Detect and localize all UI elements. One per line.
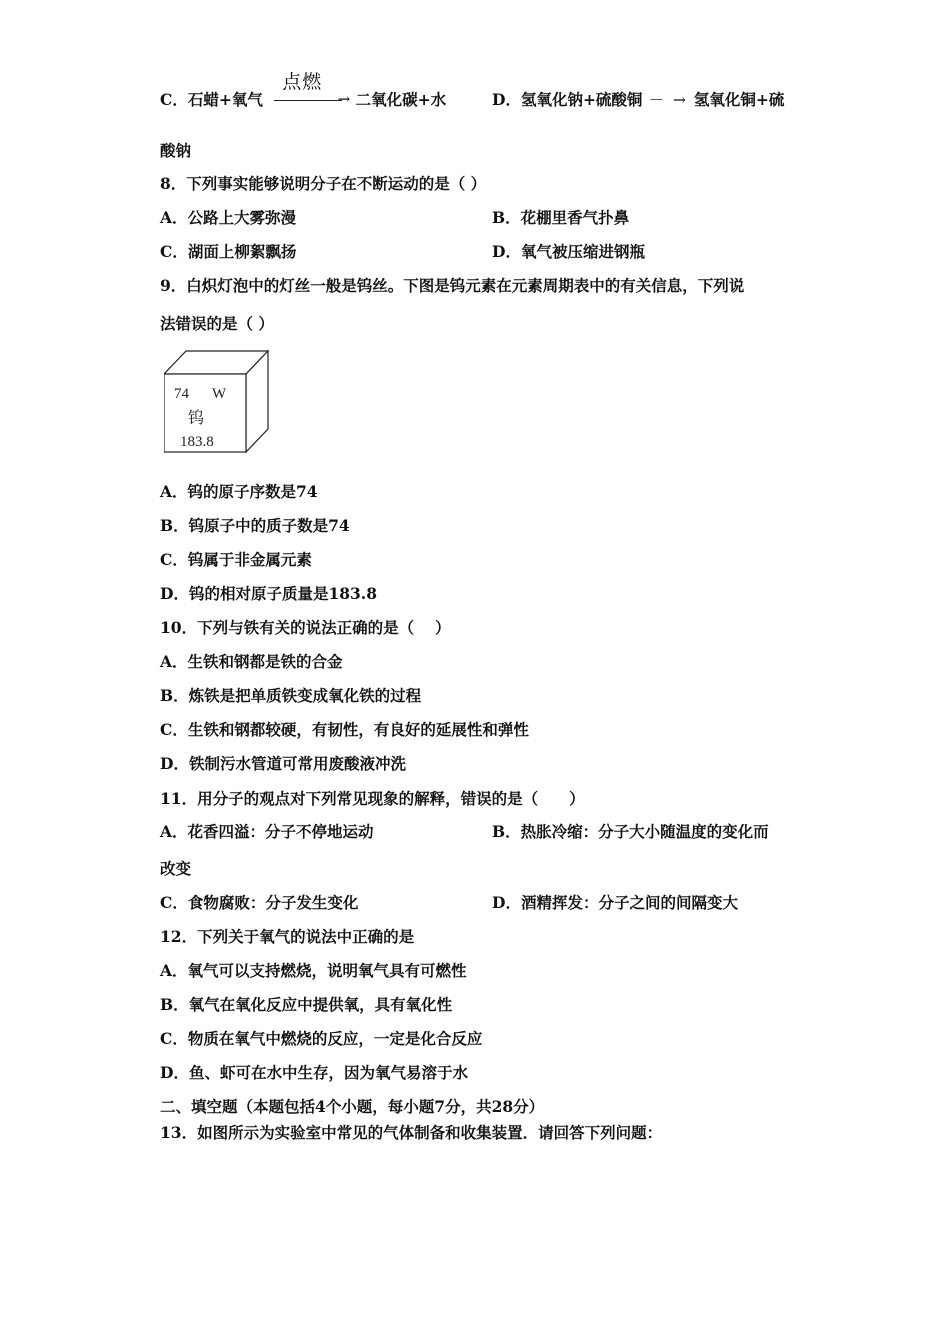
q7-option-d-products: 氢氧化铜+硫 (693, 90, 785, 109)
q9-option-a: A．钨的原子序数是74 (160, 482, 318, 501)
atomic-number: 74 (174, 386, 189, 402)
q12-option-b: B．氧气在氧化反应中提供氧，具有氧化性 (160, 995, 453, 1014)
q8-option-c: C．湖面上柳絮飘扬 (160, 242, 297, 261)
q8-stem: 8．下列事实能够说明分子在不断运动的是（ ） (160, 174, 487, 193)
q9-option-b: B．钨原子中的质子数是74 (160, 516, 350, 535)
q11-option-d: D．酒精挥发：分子之间的间隔变大 (492, 893, 738, 912)
q11-option-a: A．花香四溢：分子不停地运动 (160, 822, 374, 841)
q7-option-c (160, 71, 447, 110)
q8-option-a: A．公路上大雾弥漫 (160, 208, 297, 227)
element-name: 钨 (188, 410, 205, 427)
q12-option-c: C．物质在氧气中燃烧的反应，一定是化合反应 (160, 1029, 483, 1048)
q7-option-c-products: 二氧化碳+水 (355, 90, 447, 109)
reaction-condition: 点燃 (282, 71, 323, 93)
q12-option-d: D．鱼、虾可在水中生存，因为氧气易溶于水 (160, 1063, 468, 1082)
q9-option-c: C．钨属于非金属元素 (160, 550, 312, 569)
q9-stem-line2: 法错误的是（ ） (160, 314, 274, 333)
q10-option-d: D．铁制污水管道可常用废酸液冲洗 (160, 754, 406, 773)
q9-option-d: D．钨的相对原子质量是183.8 (160, 584, 377, 603)
q7-option-d-wrap: 酸钠 (160, 141, 192, 160)
q10-option-c: C．生铁和钢都较硬，有韧性，有良好的延展性和弹性 (160, 720, 529, 739)
q10-stem: 10．下列与铁有关的说法正确的是（ ） (160, 618, 451, 637)
q8-option-b: B．花棚里香气扑鼻 (492, 208, 630, 227)
q10-option-b: B．炼铁是把单质铁变成氧化铁的过程 (160, 686, 422, 705)
tungsten-element-card (164, 350, 270, 458)
section-heading: 二、填空题（本题包括4个小题，每小题7分，共28分） (160, 1097, 545, 1116)
q9-stem-line1: 9．白炽灯泡中的灯丝一般是钨丝。下图是钨元素在元素周期表中的有关信息，下列说 (160, 276, 745, 295)
q11-option-b-wrap: 改变 (160, 859, 192, 878)
q11-stem: 11．用分子的观点对下列常见现象的解释，错误的是（ ） (160, 789, 585, 808)
q7-option-d-reactants: D．氢氧化钠+硫酸铜 (492, 90, 643, 109)
q13-stem: 13．如图所示为实验室中常见的气体制备和收集装置．请回答下列问题： (160, 1123, 663, 1142)
reaction-arrow-icon: 点燃 → (268, 90, 350, 110)
periodic-cell-diagram (164, 350, 270, 454)
atomic-mass: 183.8 (180, 434, 214, 450)
q10-option-a: A．生铁和钢都是铁的合金 (160, 652, 343, 671)
element-symbol: W (212, 386, 227, 402)
q11-option-c: C．食物腐败：分子发生变化 (160, 893, 359, 912)
q7-option-d (492, 90, 784, 110)
q8-option-d: D．氧气被压缩进钢瓶 (492, 242, 645, 261)
q11-option-b: B．热胀冷缩：分子大小随温度的变化而 (492, 822, 769, 841)
reaction-arrow-icon: － → (648, 91, 688, 109)
q12-option-a: A．氧气可以支持燃烧，说明氧气具有可燃性 (160, 961, 467, 980)
q12-stem: 12．下列关于氧气的说法中正确的是 (160, 927, 415, 946)
q7-option-c-reactants: C．石蜡+氧气 (160, 90, 263, 109)
